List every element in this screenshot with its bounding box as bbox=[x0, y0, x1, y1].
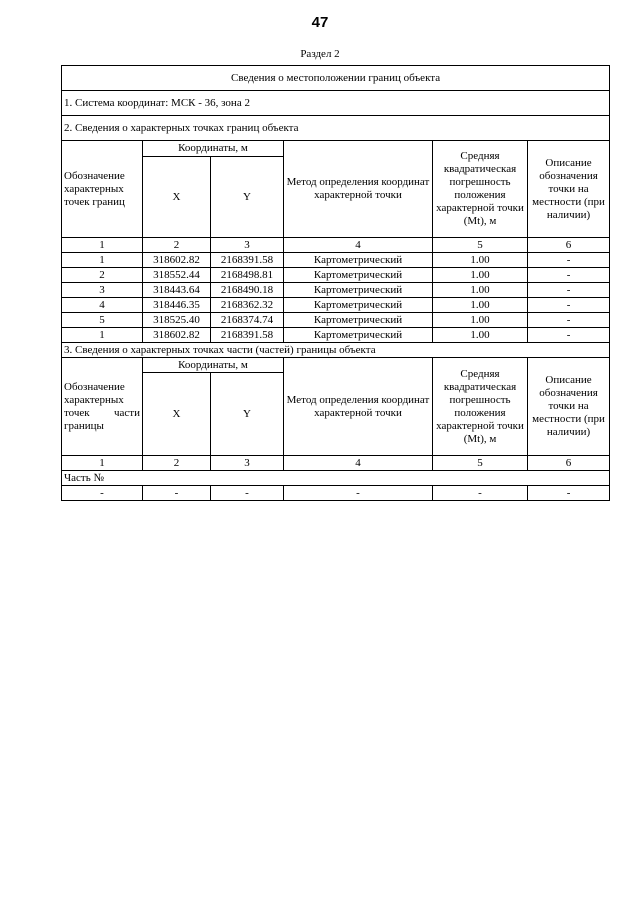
column-number: 1 bbox=[62, 238, 143, 253]
column-number: 4 bbox=[284, 456, 433, 471]
method: Картометрический bbox=[284, 283, 433, 298]
point-id: 1 bbox=[62, 328, 143, 343]
empty-cell: - bbox=[284, 486, 433, 501]
description: - bbox=[528, 283, 610, 298]
coord-y: 2168374.74 bbox=[211, 313, 284, 328]
header-coords: Координаты, м bbox=[143, 358, 284, 373]
method: Картометрический bbox=[284, 268, 433, 283]
empty-cell: - bbox=[211, 486, 284, 501]
coord-y: 2168391.58 bbox=[211, 253, 284, 268]
error: 1.00 bbox=[433, 253, 528, 268]
table-row bbox=[62, 283, 610, 298]
coord-system: 1. Система координат: МСК - 36, зона 2 bbox=[62, 91, 610, 116]
boundary-table bbox=[61, 65, 610, 501]
header-x: X bbox=[143, 157, 211, 238]
description: - bbox=[528, 328, 610, 343]
coord-y: 2168498.81 bbox=[211, 268, 284, 283]
header-coords: Координаты, м bbox=[143, 141, 284, 157]
coord-x: 318443.64 bbox=[143, 283, 211, 298]
header-description: Описание обозначения точки на местности (при наличии) bbox=[528, 141, 610, 238]
point-id: 4 bbox=[62, 298, 143, 313]
point-id: 2 bbox=[62, 268, 143, 283]
section3-header-row bbox=[62, 358, 610, 373]
header-x: X bbox=[143, 373, 211, 456]
description: - bbox=[528, 298, 610, 313]
table-title-row bbox=[62, 66, 610, 91]
table-row bbox=[62, 268, 610, 283]
method: Картометрический bbox=[284, 313, 433, 328]
error: 1.00 bbox=[433, 268, 528, 283]
error: 1.00 bbox=[433, 328, 528, 343]
column-number: 1 bbox=[62, 456, 143, 471]
table-row bbox=[62, 328, 610, 343]
coord-y: 2168490.18 bbox=[211, 283, 284, 298]
column-numbers-row bbox=[62, 238, 610, 253]
section3-title-row bbox=[62, 343, 610, 358]
table-row bbox=[62, 253, 610, 268]
column-number: 6 bbox=[528, 238, 610, 253]
part-label: Часть № bbox=[62, 471, 610, 486]
column-numbers-row bbox=[62, 456, 610, 471]
header-designation: Обозначение характерных точек части границы bbox=[62, 358, 143, 456]
empty-cell: - bbox=[143, 486, 211, 501]
error: 1.00 bbox=[433, 313, 528, 328]
header-description: Описание обозначения точки на местности (при наличии) bbox=[528, 358, 610, 456]
error: 1.00 bbox=[433, 298, 528, 313]
coord-system-row bbox=[62, 91, 610, 116]
coord-x: 318446.35 bbox=[143, 298, 211, 313]
method: Картометрический bbox=[284, 253, 433, 268]
coord-x: 318525.40 bbox=[143, 313, 211, 328]
header-y: Y bbox=[211, 157, 284, 238]
description: - bbox=[528, 253, 610, 268]
table-row bbox=[62, 486, 610, 501]
section3-title: 3. Сведения о характерных точках части (частей) границы объекта bbox=[62, 343, 610, 358]
part-label-row bbox=[62, 471, 610, 486]
section-label: Раздел 2 bbox=[300, 48, 340, 60]
section2-title: 2. Сведения о характерных точках границ объекта bbox=[62, 116, 610, 141]
description: - bbox=[528, 313, 610, 328]
method: Картометрический bbox=[284, 328, 433, 343]
section2-title-row bbox=[62, 116, 610, 141]
method: Картометрический bbox=[284, 298, 433, 313]
coord-x: 318552.44 bbox=[143, 268, 211, 283]
table-row bbox=[62, 298, 610, 313]
empty-cell: - bbox=[528, 486, 610, 501]
coord-y: 2168391.58 bbox=[211, 328, 284, 343]
column-number: 2 bbox=[143, 238, 211, 253]
column-number: 3 bbox=[211, 238, 284, 253]
page-number: 47 bbox=[311, 14, 329, 31]
table-title: Сведения о местоположении границ объекта bbox=[62, 66, 610, 91]
point-id: 3 bbox=[62, 283, 143, 298]
column-number: 4 bbox=[284, 238, 433, 253]
description: - bbox=[528, 268, 610, 283]
column-number: 5 bbox=[433, 238, 528, 253]
coord-y: 2168362.32 bbox=[211, 298, 284, 313]
coord-x: 318602.82 bbox=[143, 253, 211, 268]
column-number: 2 bbox=[143, 456, 211, 471]
column-number: 5 bbox=[433, 456, 528, 471]
coord-x: 318602.82 bbox=[143, 328, 211, 343]
column-number: 6 bbox=[528, 456, 610, 471]
header-y: Y bbox=[211, 373, 284, 456]
header-error: Средняя квадратическая погрешность положения характерной точки (Mt), м bbox=[433, 141, 528, 238]
column-number: 3 bbox=[211, 456, 284, 471]
table-row bbox=[62, 313, 610, 328]
empty-cell: - bbox=[62, 486, 143, 501]
header-method: Метод определения координат характерной точки bbox=[284, 358, 433, 456]
header-error: Средняя квадратическая погрешность положения характерной точки (Mt), м bbox=[433, 358, 528, 456]
point-id: 5 bbox=[62, 313, 143, 328]
header-method: Метод определения координат характерной точки bbox=[284, 141, 433, 238]
header-designation: Обозначение характерных точек границ bbox=[62, 141, 143, 238]
point-id: 1 bbox=[62, 253, 143, 268]
error: 1.00 bbox=[433, 283, 528, 298]
section2-header-row bbox=[62, 141, 610, 157]
empty-cell: - bbox=[433, 486, 528, 501]
